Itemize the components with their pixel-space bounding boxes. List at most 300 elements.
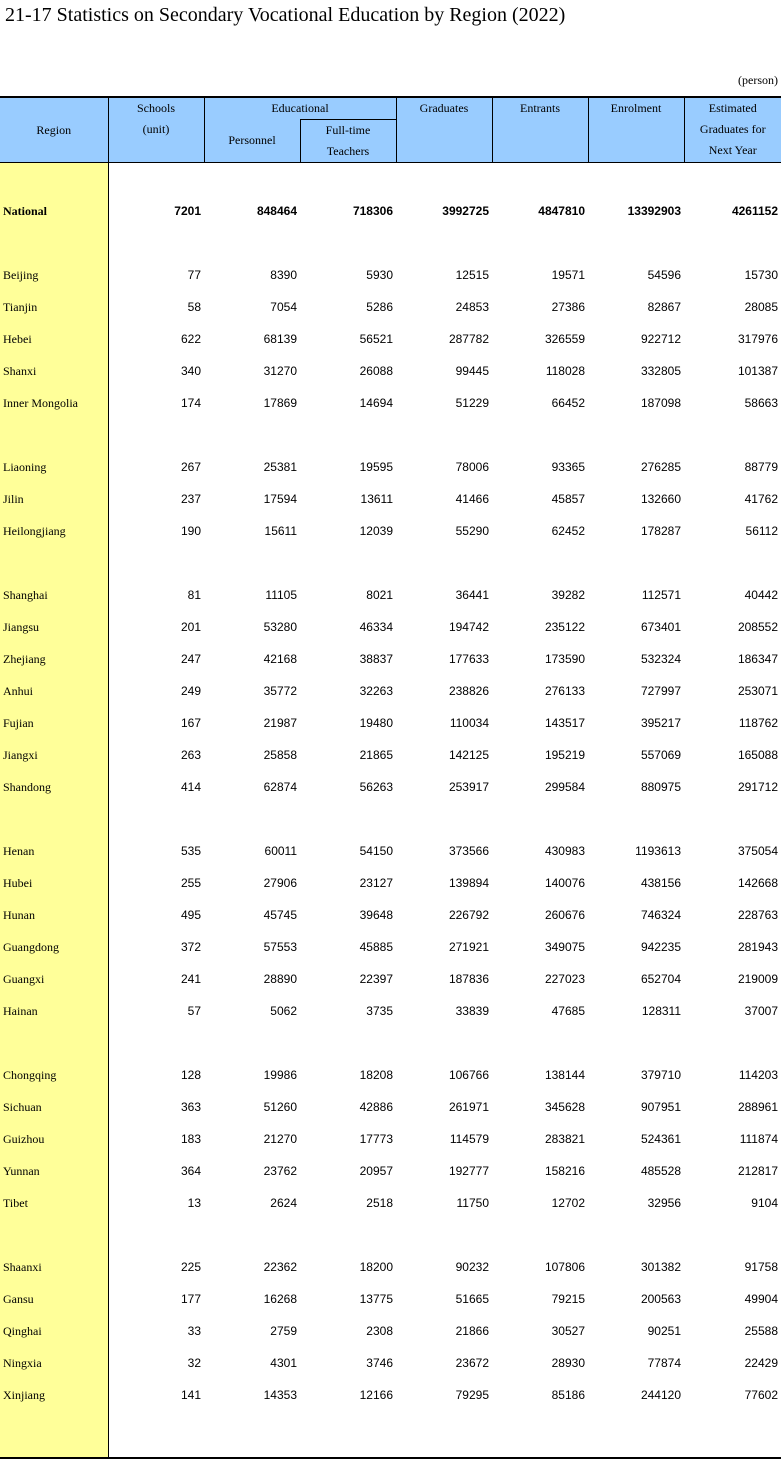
value-cell: 32 <box>187 1356 201 1370</box>
value-cell: 165088 <box>737 748 778 762</box>
table-row <box>0 867 781 899</box>
table-row <box>0 963 781 995</box>
value-cell: 107806 <box>544 1260 585 1274</box>
value-cell: 37007 <box>744 1004 778 1018</box>
value-cell: 142668 <box>737 876 778 890</box>
table-row <box>0 643 781 675</box>
value-cell: 42168 <box>263 652 297 666</box>
value-cell: 15611 <box>264 524 297 538</box>
value-cell: 114203 <box>738 1068 778 1082</box>
value-cell: 36441 <box>455 588 489 602</box>
value-cell: 14353 <box>263 1388 297 1402</box>
value-cell: 379710 <box>640 1068 681 1082</box>
header-enrolment: Enrolment <box>588 97 684 163</box>
value-cell <box>492 547 588 579</box>
value-cell <box>300 547 396 579</box>
value-cell: 291712 <box>737 780 778 794</box>
value-cell <box>396 227 492 259</box>
value-cell: 90232 <box>455 1260 489 1274</box>
header-estimated-graduates: Estimated Graduates for Next Year <box>684 97 781 163</box>
value-cell: 45857 <box>551 492 585 506</box>
value-cell: 183 <box>180 1132 201 1146</box>
region-cell: Tibet <box>0 1187 108 1219</box>
value-cell: 13 <box>187 1196 201 1210</box>
value-cell: 2518 <box>366 1196 393 1210</box>
value-cell: 430983 <box>544 844 585 858</box>
value-cell: 17773 <box>359 1132 393 1146</box>
value-cell: 25858 <box>263 748 297 762</box>
value-cell <box>300 1411 396 1458</box>
value-cell <box>588 1027 684 1059</box>
value-cell: 200563 <box>640 1292 681 1306</box>
table-row <box>0 899 781 931</box>
region-cell: Yunnan <box>0 1155 108 1187</box>
value-cell: 112571 <box>641 588 681 602</box>
value-cell: 23127 <box>359 876 393 890</box>
spacer-row <box>0 803 781 835</box>
value-cell <box>204 1027 300 1059</box>
value-cell: 12039 <box>359 524 393 538</box>
table-row <box>0 995 781 1027</box>
value-cell: 41762 <box>744 492 778 506</box>
region-cell: Gansu <box>0 1283 108 1315</box>
statistics-table <box>0 96 781 1459</box>
table-row <box>0 259 781 291</box>
value-cell: 42886 <box>359 1100 393 1114</box>
value-cell <box>396 1027 492 1059</box>
value-cell <box>588 803 684 835</box>
value-cell: 118762 <box>738 716 778 730</box>
value-cell: 2759 <box>270 1324 297 1338</box>
region-cell: Inner Mongolia <box>0 387 108 419</box>
value-cell <box>492 227 588 259</box>
header-schools: Schools (unit) <box>108 97 204 163</box>
value-cell: 247 <box>180 652 201 666</box>
value-cell <box>396 547 492 579</box>
region-cell: Ningxia <box>0 1347 108 1379</box>
region-cell: Anhui <box>0 675 108 707</box>
value-cell: 101387 <box>737 364 778 378</box>
value-cell: 55290 <box>455 524 489 538</box>
value-cell: 27906 <box>263 876 297 890</box>
value-cell: 51229 <box>455 396 489 410</box>
value-cell <box>300 1219 396 1251</box>
table-row <box>0 931 781 963</box>
value-cell <box>492 803 588 835</box>
value-cell: 244120 <box>640 1388 681 1402</box>
value-cell <box>588 547 684 579</box>
value-cell: 287782 <box>448 332 489 346</box>
value-cell: 201 <box>180 620 201 634</box>
spacer-row <box>0 419 781 451</box>
value-cell <box>684 803 781 835</box>
value-cell: 45885 <box>359 940 393 954</box>
header-graduates: Graduates <box>396 97 492 163</box>
table-row <box>0 611 781 643</box>
value-cell: 345628 <box>544 1100 585 1114</box>
value-cell <box>204 803 300 835</box>
value-cell: 942235 <box>640 940 681 954</box>
value-cell: 23672 <box>455 1356 489 1370</box>
value-cell <box>684 1219 781 1251</box>
value-cell: 19595 <box>359 460 393 474</box>
value-cell: 167 <box>180 716 201 730</box>
value-cell: 276133 <box>544 684 585 698</box>
value-cell: 21270 <box>263 1132 297 1146</box>
value-cell: 5930 <box>366 268 393 282</box>
region-cell: Shaanxi <box>0 1251 108 1283</box>
value-cell: 22397 <box>359 972 393 986</box>
value-cell: 19986 <box>263 1068 297 1082</box>
region-cell: Xinjiang <box>0 1379 108 1411</box>
value-cell: 18200 <box>359 1260 393 1274</box>
value-cell: 438156 <box>640 876 681 890</box>
value-cell: 38837 <box>359 652 393 666</box>
value-cell: 178287 <box>640 524 681 538</box>
value-cell: 7054 <box>270 300 297 314</box>
region-cell: Zhejiang <box>0 643 108 675</box>
value-cell: 47685 <box>551 1004 585 1018</box>
value-cell: 39282 <box>551 588 585 602</box>
value-cell: 58663 <box>744 396 778 410</box>
table-row <box>0 675 781 707</box>
value-cell: 4847810 <box>538 204 585 218</box>
region-cell <box>0 1027 108 1059</box>
value-cell: 907951 <box>640 1100 681 1114</box>
value-cell <box>396 803 492 835</box>
value-cell: 56263 <box>359 780 393 794</box>
value-cell <box>588 419 684 451</box>
value-cell <box>492 1027 588 1059</box>
header-educational-personnel: Educational <box>204 97 396 120</box>
value-cell: 53280 <box>263 620 297 634</box>
value-cell: 219009 <box>737 972 778 986</box>
region-cell: Guangdong <box>0 931 108 963</box>
region-cell <box>0 419 108 451</box>
value-cell <box>300 803 396 835</box>
value-cell: 880975 <box>640 780 681 794</box>
value-cell: 326559 <box>544 332 585 346</box>
spacer-row <box>0 1411 781 1458</box>
table-body <box>0 163 781 1459</box>
region-cell <box>0 1411 108 1458</box>
value-cell <box>108 1027 204 1059</box>
value-cell: 8021 <box>366 588 393 602</box>
value-cell: 54596 <box>647 268 681 282</box>
value-cell: 22429 <box>744 1356 778 1370</box>
table-row <box>0 579 781 611</box>
header-fulltime-teachers: Full-time Teachers <box>300 120 396 163</box>
value-cell: 27386 <box>551 300 585 314</box>
value-cell: 173590 <box>544 652 585 666</box>
value-cell: 49904 <box>744 1292 778 1306</box>
value-cell: 228763 <box>737 908 778 922</box>
value-cell: 56112 <box>745 524 778 538</box>
value-cell: 13392903 <box>627 204 681 218</box>
value-cell <box>300 163 396 196</box>
value-cell: 5062 <box>270 1004 297 1018</box>
value-cell <box>396 1411 492 1458</box>
value-cell: 58 <box>187 300 201 314</box>
value-cell: 746324 <box>640 908 681 922</box>
value-cell: 19571 <box>551 268 585 282</box>
spacer-row <box>0 1027 781 1059</box>
value-cell: 186347 <box>737 652 778 666</box>
region-cell <box>0 227 108 259</box>
value-cell: 225 <box>180 1260 201 1274</box>
value-cell <box>204 547 300 579</box>
value-cell: 622 <box>180 332 201 346</box>
value-cell: 79215 <box>551 1292 585 1306</box>
region-cell <box>0 803 108 835</box>
value-cell: 21866 <box>455 1324 489 1338</box>
value-cell: 192777 <box>448 1164 489 1178</box>
value-cell: 57553 <box>263 940 297 954</box>
region-cell: Hunan <box>0 899 108 931</box>
value-cell: 532324 <box>640 652 681 666</box>
value-cell: 177633 <box>448 652 489 666</box>
value-cell <box>300 419 396 451</box>
value-cell <box>108 419 204 451</box>
region-cell: Shandong <box>0 771 108 803</box>
value-cell <box>204 227 300 259</box>
value-cell: 26088 <box>359 364 393 378</box>
region-cell: Henan <box>0 835 108 867</box>
value-cell: 56521 <box>359 332 393 346</box>
value-cell: 1193613 <box>635 844 681 858</box>
value-cell: 4261152 <box>731 204 778 218</box>
spacer-row <box>0 547 781 579</box>
value-cell: 557069 <box>640 748 681 762</box>
value-cell <box>204 163 300 196</box>
value-cell: 62452 <box>551 524 585 538</box>
value-cell: 28930 <box>551 1356 585 1370</box>
value-cell: 138144 <box>544 1068 585 1082</box>
value-cell: 253917 <box>448 780 489 794</box>
value-cell: 249 <box>180 684 201 698</box>
value-cell: 11750 <box>456 1196 489 1210</box>
table-row <box>0 291 781 323</box>
region-cell: Beijing <box>0 259 108 291</box>
region-cell: Tianjin <box>0 291 108 323</box>
value-cell: 12702 <box>551 1196 585 1210</box>
value-cell: 317976 <box>737 332 778 346</box>
value-cell: 66452 <box>551 396 585 410</box>
value-cell: 15730 <box>744 268 778 282</box>
value-cell: 5286 <box>366 300 393 314</box>
table-row <box>0 1059 781 1091</box>
region-cell: Hubei <box>0 867 108 899</box>
value-cell <box>108 163 204 196</box>
value-cell <box>492 419 588 451</box>
spacer-row <box>0 227 781 259</box>
value-cell: 260676 <box>544 908 585 922</box>
region-cell: Fujian <box>0 707 108 739</box>
table-row <box>0 483 781 515</box>
value-cell <box>204 1219 300 1251</box>
value-cell <box>396 419 492 451</box>
value-cell: 77 <box>187 268 201 282</box>
value-cell: 673401 <box>640 620 681 634</box>
value-cell: 114579 <box>449 1132 489 1146</box>
value-cell: 340 <box>180 364 201 378</box>
value-cell: 3746 <box>366 1356 393 1370</box>
value-cell: 8390 <box>270 268 297 282</box>
table-row <box>0 771 781 803</box>
value-cell: 60011 <box>264 844 297 858</box>
region-cell: Chongqing <box>0 1059 108 1091</box>
value-cell: 81 <box>187 588 201 602</box>
region-cell: Shanghai <box>0 579 108 611</box>
table-row <box>0 1315 781 1347</box>
value-cell: 3992725 <box>442 204 489 218</box>
value-cell: 106766 <box>448 1068 489 1082</box>
spacer-row <box>0 163 781 196</box>
value-cell <box>492 1411 588 1458</box>
value-cell: 118028 <box>545 364 585 378</box>
region-cell: National <box>0 195 108 227</box>
value-cell: 141 <box>180 1388 201 1402</box>
value-cell: 263 <box>180 748 201 762</box>
region-cell: Shanxi <box>0 355 108 387</box>
value-cell: 195219 <box>544 748 585 762</box>
value-cell: 128 <box>180 1068 201 1082</box>
value-cell: 261971 <box>448 1100 489 1114</box>
value-cell <box>588 227 684 259</box>
value-cell: 128311 <box>641 1004 681 1018</box>
region-cell: Jiangxi <box>0 739 108 771</box>
value-cell: 226792 <box>448 908 489 922</box>
value-cell: 88779 <box>744 460 778 474</box>
value-cell <box>492 1219 588 1251</box>
value-cell: 395217 <box>640 716 681 730</box>
value-cell <box>684 163 781 196</box>
value-cell: 212817 <box>737 1164 778 1178</box>
value-cell <box>588 1411 684 1458</box>
value-cell: 33839 <box>455 1004 489 1018</box>
value-cell: 21987 <box>263 716 297 730</box>
value-cell: 535 <box>180 844 201 858</box>
value-cell: 288961 <box>737 1100 778 1114</box>
value-cell <box>108 1411 204 1458</box>
table-row <box>0 835 781 867</box>
value-cell: 51665 <box>455 1292 489 1306</box>
value-cell: 20957 <box>359 1164 393 1178</box>
value-cell: 332805 <box>640 364 681 378</box>
value-cell: 32956 <box>647 1196 681 1210</box>
value-cell: 485528 <box>640 1164 681 1178</box>
value-cell: 652704 <box>640 972 681 986</box>
value-cell: 848464 <box>256 204 297 218</box>
value-cell: 51260 <box>263 1100 297 1114</box>
value-cell <box>684 1411 781 1458</box>
value-cell: 2308 <box>366 1324 393 1338</box>
value-cell: 90251 <box>647 1324 681 1338</box>
value-cell: 349075 <box>544 940 585 954</box>
region-cell: Qinghai <box>0 1315 108 1347</box>
value-cell <box>684 227 781 259</box>
value-cell: 77602 <box>744 1388 778 1402</box>
value-cell: 227023 <box>544 972 585 986</box>
value-cell <box>108 547 204 579</box>
value-cell: 19480 <box>359 716 393 730</box>
value-cell: 363 <box>180 1100 201 1114</box>
value-cell: 82867 <box>647 300 681 314</box>
value-cell: 68139 <box>263 332 297 346</box>
value-cell: 78006 <box>455 460 489 474</box>
region-cell: Heilongjiang <box>0 515 108 547</box>
value-cell: 14694 <box>359 396 393 410</box>
value-cell <box>684 547 781 579</box>
value-cell: 30527 <box>551 1324 585 1338</box>
table-row <box>0 1123 781 1155</box>
value-cell: 41466 <box>455 492 489 506</box>
region-cell: Hebei <box>0 323 108 355</box>
value-cell: 241 <box>180 972 201 986</box>
value-cell: 140076 <box>544 876 585 890</box>
region-cell: Jilin <box>0 483 108 515</box>
value-cell: 364 <box>180 1164 201 1178</box>
header-region: Region <box>0 97 108 163</box>
value-cell <box>492 163 588 196</box>
value-cell: 57 <box>187 1004 201 1018</box>
value-cell: 79295 <box>455 1388 489 1402</box>
value-cell: 301382 <box>640 1260 681 1274</box>
region-cell: Liaoning <box>0 451 108 483</box>
value-cell: 177 <box>180 1292 201 1306</box>
value-cell: 2624 <box>270 1196 297 1210</box>
value-cell: 253071 <box>737 684 778 698</box>
value-cell: 16268 <box>263 1292 297 1306</box>
value-cell: 99445 <box>455 364 489 378</box>
value-cell: 190 <box>180 524 201 538</box>
value-cell: 237 <box>180 492 201 506</box>
value-cell <box>300 227 396 259</box>
value-cell: 12515 <box>455 268 489 282</box>
value-cell: 238826 <box>448 684 489 698</box>
unit-label: (person) <box>738 73 778 87</box>
table-row <box>0 1347 781 1379</box>
value-cell: 276285 <box>640 460 681 474</box>
value-cell: 54150 <box>359 844 393 858</box>
table-row <box>0 1091 781 1123</box>
value-cell: 142125 <box>448 748 489 762</box>
value-cell <box>588 1219 684 1251</box>
table-row <box>0 451 781 483</box>
value-cell: 373566 <box>448 844 489 858</box>
region-cell: Hainan <box>0 995 108 1027</box>
value-cell <box>684 1027 781 1059</box>
region-cell: Guangxi <box>0 963 108 995</box>
value-cell: 194742 <box>448 620 489 634</box>
table-row <box>0 1155 781 1187</box>
value-cell <box>204 1411 300 1458</box>
table-row <box>0 1283 781 1315</box>
value-cell: 495 <box>180 908 201 922</box>
value-cell: 208552 <box>737 620 778 634</box>
value-cell: 28890 <box>263 972 297 986</box>
region-cell <box>0 547 108 579</box>
value-cell: 18208 <box>359 1068 393 1082</box>
value-cell: 12166 <box>359 1388 393 1402</box>
value-cell: 13775 <box>359 1292 393 1306</box>
value-cell: 4301 <box>270 1356 297 1370</box>
value-cell: 28085 <box>744 300 778 314</box>
value-cell: 23762 <box>263 1164 297 1178</box>
value-cell: 414 <box>180 780 201 794</box>
table-title: 21-17 Statistics on Secondary Vocational Education by Region (2022) <box>5 4 566 26</box>
region-cell: Jiangsu <box>0 611 108 643</box>
